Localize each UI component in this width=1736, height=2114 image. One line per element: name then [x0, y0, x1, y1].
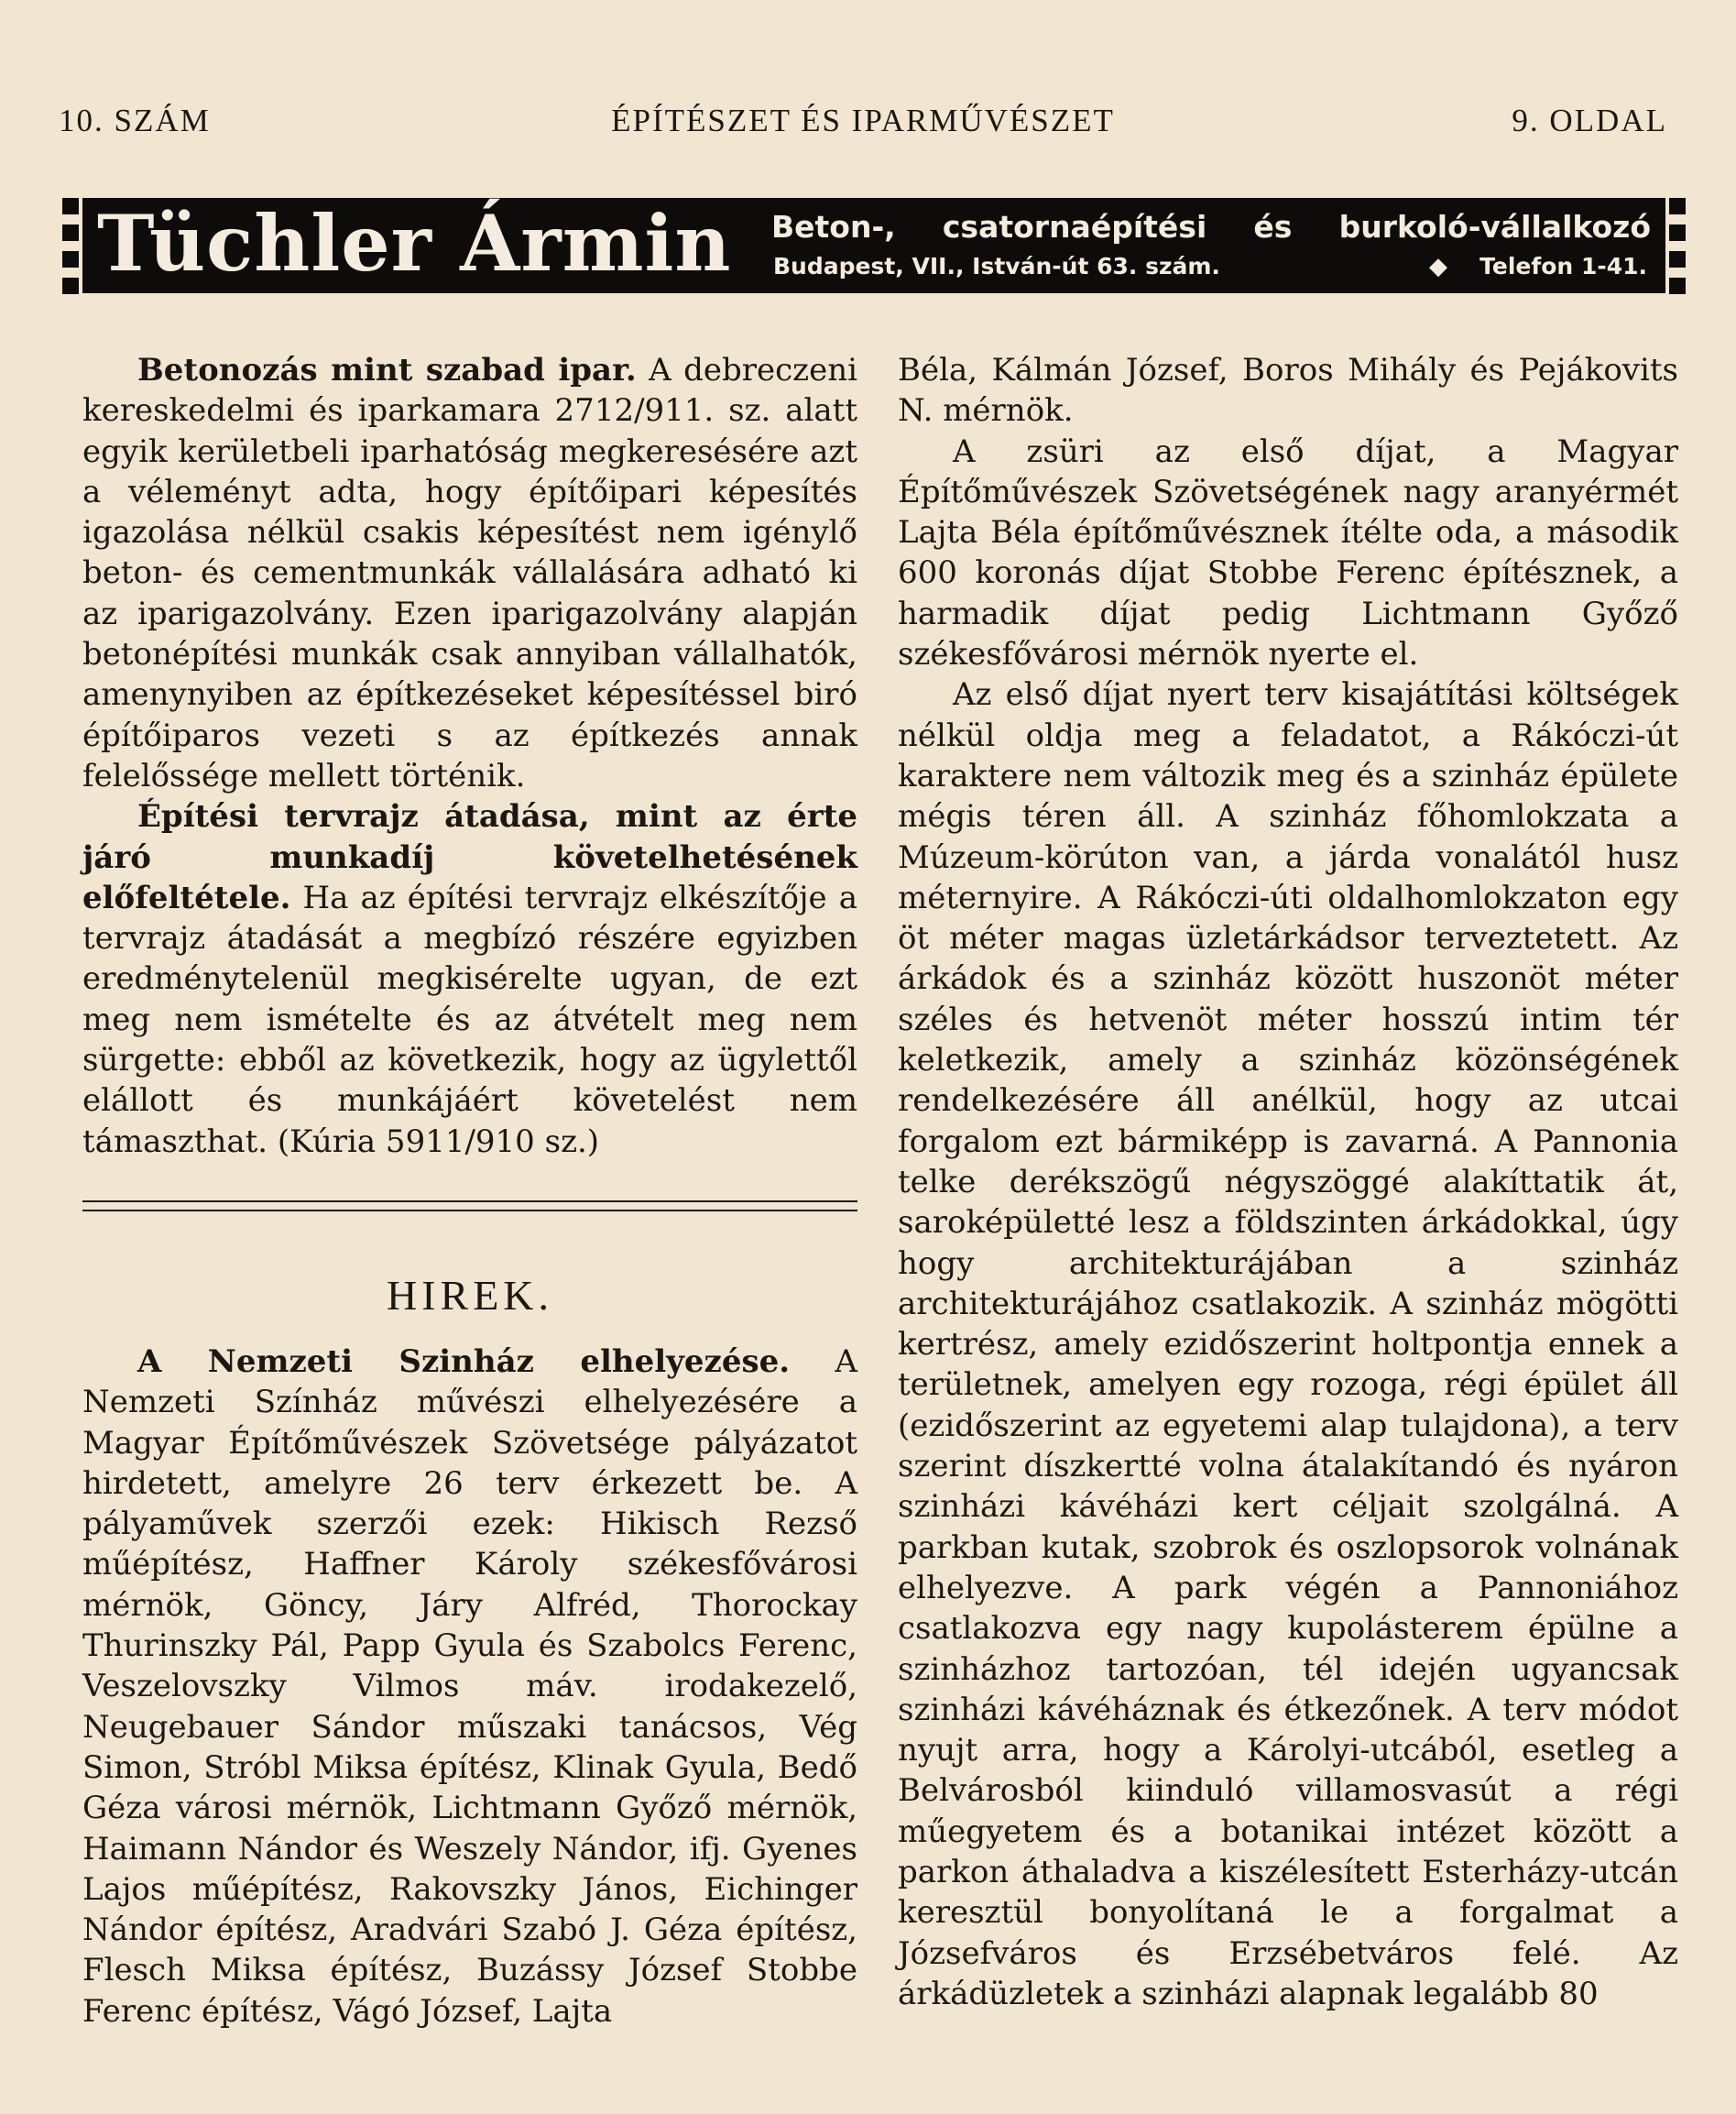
- article-nemzeti-szinhaz: [82, 1342, 857, 2032]
- news-section-heading: HIREK.: [386, 1271, 554, 1319]
- article-body: Ha az építési tervrajz elkészítője a tervrajz átadását a megbízó részére egyizben eredménytelenül megkisérelte ugyan, de ezt meg nem ismételte és az átvételt meg nem sürgette: ebből az következik, hogy az ügylettől elállott és munkájáért követelést nem támaszthat. (Kúria 5911/910 sz.): [82, 879, 857, 1160]
- banner-right-ornament: [1669, 198, 1686, 293]
- advertiser-address: Budapest, VII., István-út 63. szám.: [773, 253, 1220, 279]
- right-column: [898, 350, 1678, 2014]
- advertisement-banner: [82, 198, 1665, 293]
- article-body: A debreczeni kereskedelmi és iparkamara 2712/911. sz. alatt egyik kerületbeli iparhatóság megkeresésére azt a véleményt adta, hogy építőipari képesítés igazolása nélkül csakis képesítést nem igénylő beton- és cementmunkák vállalására adható ki az iparigazolvány. Ezen iparigazolvány alapján betonépítési munkák csak annyiban vállalhatók, amenynyiben az építkezéseket képesítéssel biró építőiparos vezeti s az építkezés annak felelőssége mellett történik.: [82, 352, 857, 794]
- issue-number: 10. SZÁM: [59, 103, 211, 138]
- journal-title: ÉPÍTÉSZET ÉS IPARMŰVÉSZET: [611, 103, 1115, 138]
- article-paragraph: A zsüri az első díjat, a Magyar Építőművészek Szövetségének nagy aranyérmét Lajta Béla építőművésznek ítélte oda, a második 600 koronás díjat Stobbe Ferenc építésznek, a harmadik díjat pedig Lichtmann Győző székesfővárosi mérnök nyerte el.: [898, 433, 1678, 674]
- article-title: A Nemzeti Szinház elhelyezése.: [137, 1342, 791, 1380]
- section-divider: [82, 1200, 857, 1211]
- article-body: A Nemzeti Színház művészi elhelyezésére a Magyar Építőművészek Szövetsége pályázatot hirdetett, amelyre 26 terv érkezett be. A pályaművek szerzői ezek: Hikisch Rezső műépítész, Haffner Károly székesfővárosi mérnök, Göncy, Járy Alfréd, Thorockay Thurinszky Pál, Papp Gyula és Szabolcs Ferenc, Veszelovszky Vilmos máv. irodakezelő, Neugebauer Sándor műszaki tanácsos, Vég Simon, Stróbl Miksa építész, Klinak Gyula, Bedő Géza városi mérnök, Lichtmann Győző mérnök, Haimann Nándor és Weszely Nándor, ifj. Gyenes Lajos műépítész, Rakovszky János, Eichinger Nándor építész, Aradvári Szabó J. Géza építész, Flesch Miksa építész, Buzássy József Stobbe Ferenc építész, Vágó József, Lajta: [82, 1342, 857, 2030]
- article-tervrajz: [82, 796, 857, 1162]
- advertiser-description: Beton-, csatornaépítési és burkoló-vállalkozó: [771, 209, 1651, 245]
- article-title: Építési tervrajz átadása, mint az érte járó munkadíj követelhetésének előfeltétele.: [82, 798, 857, 916]
- running-head: [59, 103, 1667, 148]
- banner-left-ornament: [62, 198, 79, 293]
- article-paragraph: Az első díjat nyert terv kisajátítási költségek nélkül oldja meg a feladatot, a Rákóczi-út karaktere nem változik meg és a szinház épülete mégis téren áll. A szinház főhomlokzata a Múzeum-körúton van, a járda vonalától husz méternyire. A Rákóczi-úti oldalhomlokzaton egy öt méter magas üzletárkádsor terveztetett. Az árkádok és a szinház között huszonöt méter széles és hetvenöt méter hosszú intim tér keletkezik, amely a szinház közönségének rendelkezésére áll anélkül, hogy az utcai forgalom ezt bármiképp is zavarná. A Pannonia telke derékszögű négyszöggé alakíttatik át, saroképületté lesz a földszinten árkádokkal, úgy hogy architekturájában a szinház architekturájához csatlakozik. A szinház mögötti kertrész, amely ezidőszerint holtpontja ennek a területnek, amelyen egy rozoga, régi épület áll (ezidőszerint az egyetemi alap tulajdona), a terv szerint díszkertté volna átalakítandó és nyáron szinházi kávéházi kert céljait szolgálná. A parkban kutak, szobrok és oszlopsorok volnának elhelyezve. A park végén a Pannoniához csatlakozva egy nagy kupolásterem épülne a szinházhoz tartozóan, tél idején ugyancsak szinházi kávéháznak és étkezőnek. A terv módot nyujt arra, hogy a Károlyi-utcából, esetleg a Belvárosból kiinduló villamosvasút a régi műegyetem és a botanikai intézet között a parkon áthaladva a kiszélesített Esterházy-utcán keresztül bonyolítaná le a forgalmat a Józsefváros és Erzsébetváros felé. Az árkádüzletek a szinházi alapnak legalább 80: [898, 676, 1678, 2012]
- page-number: 9. OLDAL: [1512, 103, 1667, 138]
- left-column: [82, 350, 857, 2032]
- diamond-icon: ◆: [1429, 253, 1447, 280]
- article-title: Betonozás mint szabad ipar.: [137, 352, 637, 389]
- advertiser-name: Tüchler Ármin: [97, 198, 732, 289]
- article-continuation: Béla, Kálmán József, Boros Mihály és Pejákovits N. mérnök.: [898, 352, 1678, 430]
- advertiser-phone: Telefon 1-41.: [1479, 253, 1647, 279]
- article-betonozas: [82, 350, 857, 796]
- advertiser-contact: [771, 251, 1651, 288]
